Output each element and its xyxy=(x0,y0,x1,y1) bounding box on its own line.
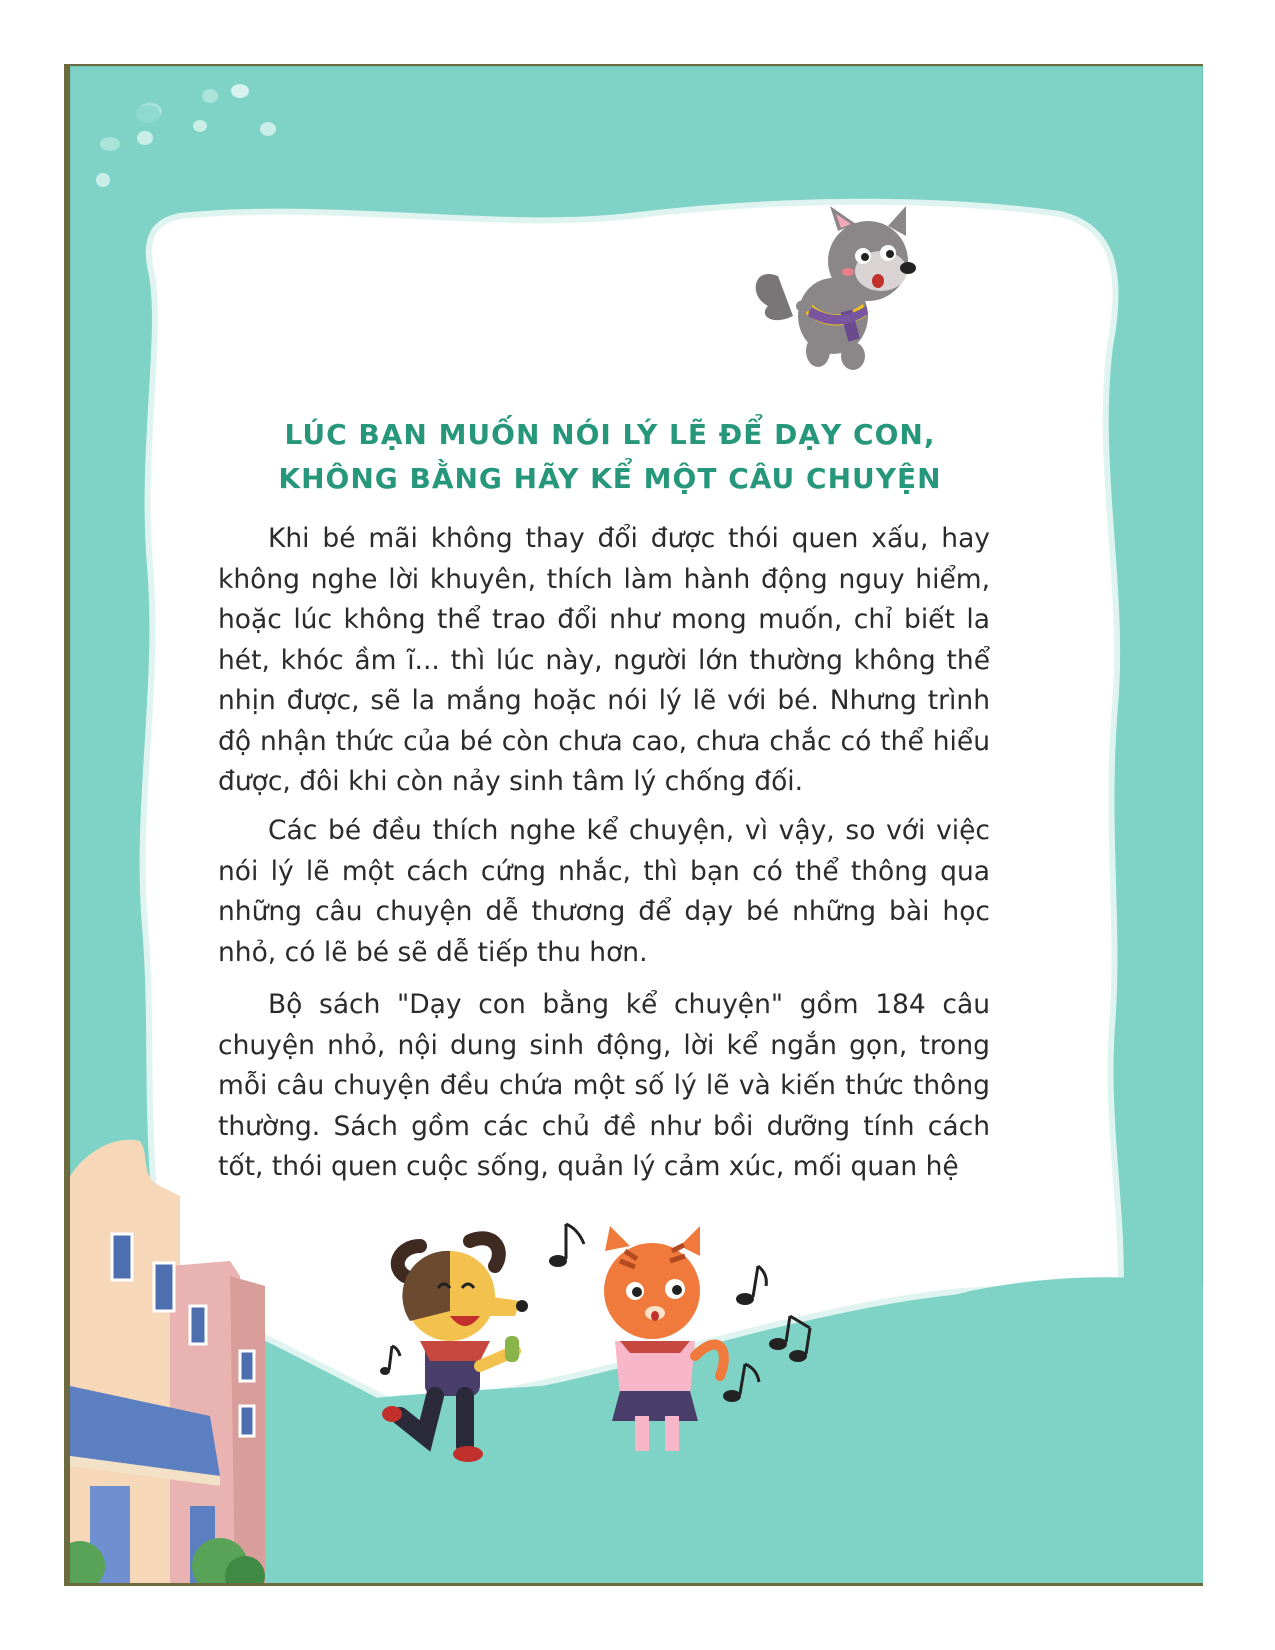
page-title-line-1: LÚC BẠN MUỐN NÓI LÝ LẼ ĐỂ DẠY CON, xyxy=(284,418,936,451)
paragraph-2: Các bé đều thích nghe kể chuyện, vì vậy, so với việc nói lý lẽ một cách cứng nhắc, thì bạn có thể thông qua những câu chuyện dễ thương để dạy bé những bài học nhỏ, có lẽ bé sẽ dễ tiếp thu hơn. xyxy=(218,815,990,968)
page-title-line-2: KHÔNG BẰNG HÃY KỂ MỘT CÂU CHUYỆN xyxy=(278,462,942,495)
paragraph-1: Khi bé mãi không thay đổi được thói quen xấu, hay không nghe lời khuyên, thích làm hành động nguy hiểm, hoặc lúc không thể trao đổi như mong muốn, chỉ biết la hét, khóc ầm ĩ... thì lúc này, người lớn thường không thể nhịn được, sẽ la mắng hoặc nói lý lẽ với bé. Nhưng trình độ nhận thức của bé còn chưa cao, chưa chắc có thể hiểu được, đôi khi còn nảy sinh tâm lý chống đối. xyxy=(218,523,990,797)
wolf-character-icon xyxy=(748,206,928,376)
decorative-dots xyxy=(96,84,276,187)
music-note-icon xyxy=(370,1166,830,1416)
paragraph-3: Bộ sách "Dạy con bằng kể chuyện" gồm 184 câu chuyện nhỏ, nội dung sinh động, lời kể ngắn gọn, trong mỗi câu chuyện đều chứa một số lý lẽ và kiến thức thông thường. Sách gồm các chủ đề như bồi dưỡng tính cách tốt, thói quen cuộc sống, quản lý cảm xúc, mối quan hệ xyxy=(218,989,990,1182)
building-icon xyxy=(70,1136,280,1583)
